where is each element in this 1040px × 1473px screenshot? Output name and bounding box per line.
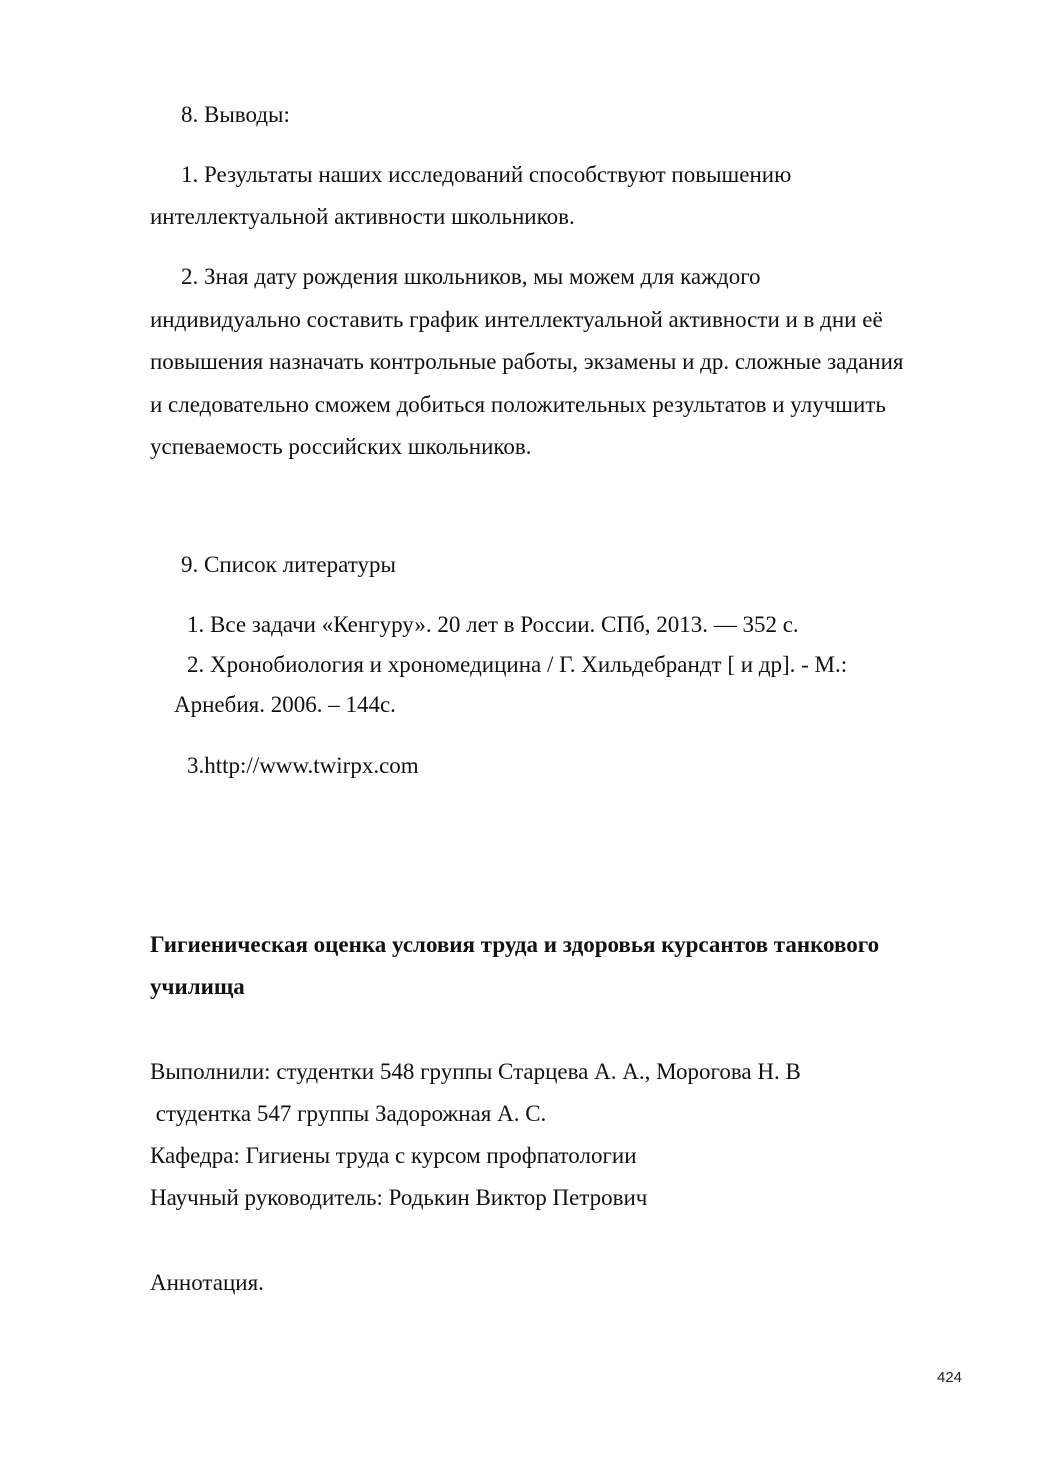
conclusion-point-2-line-3: повышения назначать контрольные работы, экзамены и др. сложные задания bbox=[150, 349, 904, 374]
reference-2-line-2: Арнебия. 2006. – 144с. bbox=[174, 692, 396, 717]
conclusion-point-2-line-4: и следовательно сможем добиться положительных результатов и улучшить bbox=[150, 392, 886, 417]
reference-3: 3.http://www.twirpx.com bbox=[187, 753, 419, 778]
supervisor-line: Научный руководитель: Родькин Виктор Петрович bbox=[150, 1185, 648, 1210]
article-title-line-2: училища bbox=[150, 974, 245, 999]
reference-2-line-1: 2. Хронобиология и хрономедицина / Г. Хильдебрандт [ и др]. - М.: bbox=[187, 652, 848, 677]
conclusion-point-2-line-2: индивидуально составить график интеллектуальной активности и в дни её bbox=[150, 307, 883, 332]
conclusions-heading: 8. Выводы: bbox=[181, 102, 290, 127]
authors-line-2: студентка 547 группы Задорожная А. С. bbox=[150, 1101, 547, 1126]
references-heading: 9. Список литературы bbox=[181, 552, 396, 577]
article-title-line-1: Гигиеническая оценка условия труда и здоровья курсантов танкового bbox=[150, 932, 880, 957]
reference-1: 1. Все задачи «Кенгуру». 20 лет в России. СПб, 2013. — 352 с. bbox=[187, 612, 799, 637]
department-line: Кафедра: Гигиены труда с курсом профпатологии bbox=[150, 1143, 637, 1168]
conclusion-point-2-line-5: успеваемость российских школьников. bbox=[150, 434, 532, 459]
authors-line-1: Выполнили: студентки 548 группы Старцева А. А., Морогова Н. В bbox=[150, 1059, 801, 1084]
page-number: 424 bbox=[937, 1369, 963, 1386]
conclusion-point-2-line-1: 2. Зная дату рождения школьников, мы можем для каждого bbox=[181, 264, 761, 289]
abstract-label: Аннотация. bbox=[150, 1270, 264, 1295]
conclusion-point-1-line-2: интеллектуальной активности школьников. bbox=[150, 204, 575, 229]
conclusion-point-1-line-1: 1. Результаты наших исследований способствуют повышению bbox=[181, 162, 792, 187]
